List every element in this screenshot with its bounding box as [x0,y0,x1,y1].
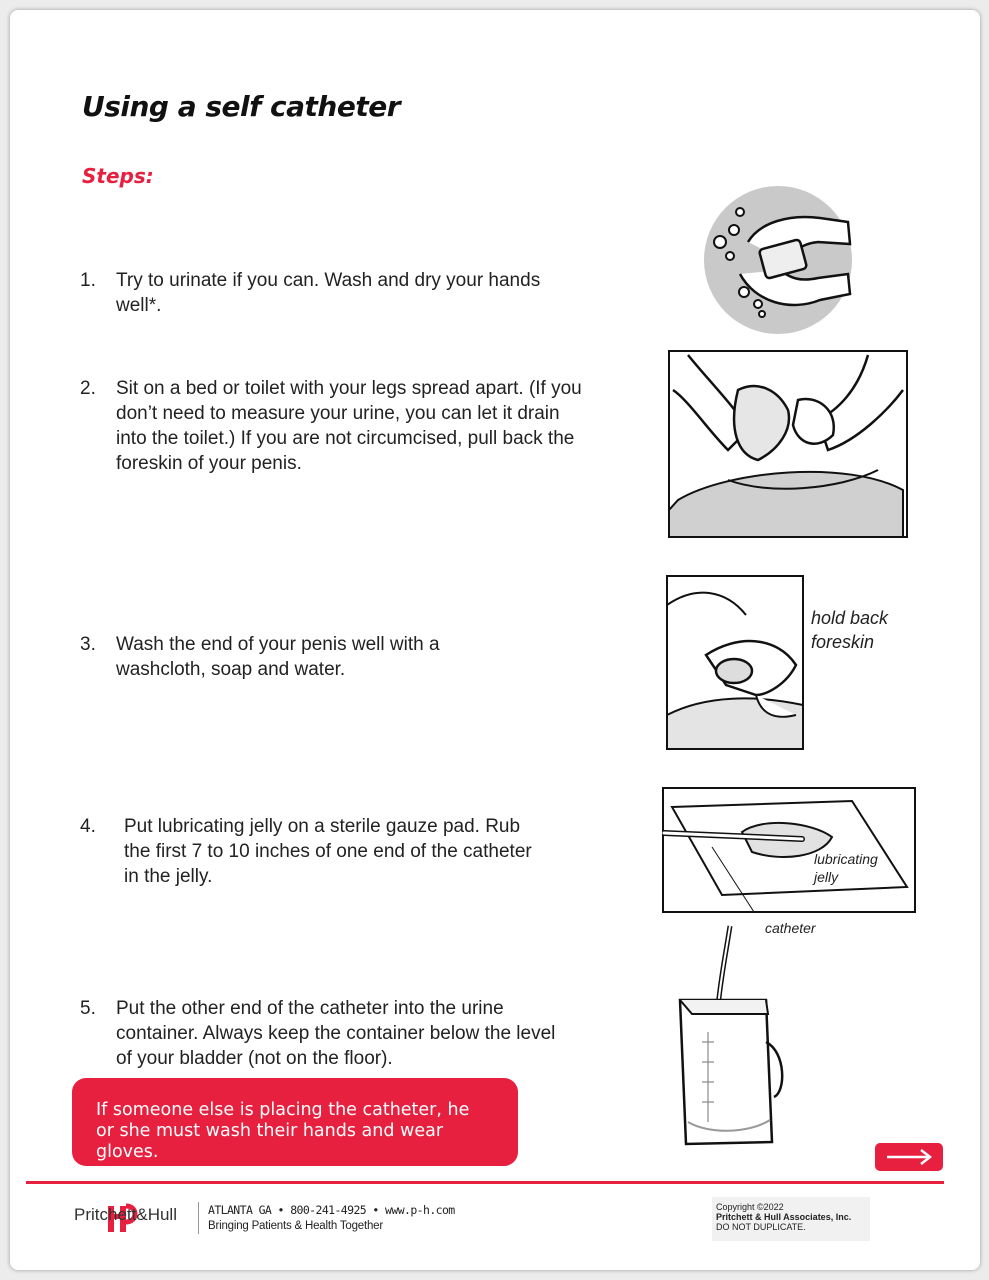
footer-contact: ATLANTA GA • 800-241-4925 • www.p-h.com [208,1203,455,1217]
gauze-jelly-illustration [662,787,916,913]
warning-callout [72,1078,518,1166]
step-text: Sit on a bed or toilet with your legs spread apart. (If you don’t need to measure your urine, you can let it drain into the toilet.) If you are not circumcised, pull back the foreskin of your penis. [116,378,582,474]
jelly-label-line1: lubricating [814,851,878,867]
sitting-illustration [668,350,908,538]
step-number: 2. [80,378,96,399]
step-text: Put lubricating jelly on a sterile gauze pad. Rub the first 7 to 10 inches of one end of the catheter in the jelly. [124,816,532,887]
copyright-line3: DO NOT DUPLICATE. [716,1222,806,1232]
copyright-box [712,1197,870,1241]
step-3 [80,632,600,682]
foreskin-illustration [666,575,804,750]
footer-separator [198,1202,199,1234]
footer-tagline: Bringing Patients & Health Together [208,1220,383,1232]
copyright-line1: Copyright ©2022 [716,1202,784,1212]
step-text: Wash the end of your penis well with a washcloth, soap and water. [116,634,440,680]
brand-name: Pritchett&Hull [74,1205,177,1224]
step-2 [80,376,600,476]
foreskin-label-line1: hold back [811,608,889,628]
page-title: Using a self catheter [82,90,401,123]
step-text: Try to urinate if you can. Wash and dry your hands well*. [116,270,541,316]
step-5 [80,996,600,1071]
next-page-button[interactable] [875,1143,943,1171]
step-number: 3. [80,634,96,655]
foreskin-label [811,606,888,654]
copyright-line2: Pritchett & Hull Associates, Inc. [716,1212,852,1222]
steps-heading: Steps: [82,164,154,188]
callout-line1: If someone else is placing the catheter, he [96,1100,470,1120]
callout-line2: or she must wash their hands and wear gloves. [96,1121,444,1162]
footer-divider [26,1181,944,1184]
step-text: Put the other end of the catheter into the urine container. Always keep the container below the level of your bladder (not on the floor). [116,998,556,1069]
step-4 [80,814,600,889]
arrow-right-icon [875,1143,943,1171]
step-number: 1. [80,270,96,291]
catheter-label: catheter [765,920,816,936]
urine-container-illustration [668,922,792,1148]
jelly-label [814,850,878,886]
step-number: 5. [80,998,96,1019]
jelly-label-line2: jelly [814,869,839,885]
step-1 [80,268,600,318]
foreskin-label-line2: foreskin [811,632,875,652]
hand-washing-illustration [700,182,856,338]
step-number: 4. [80,816,96,837]
